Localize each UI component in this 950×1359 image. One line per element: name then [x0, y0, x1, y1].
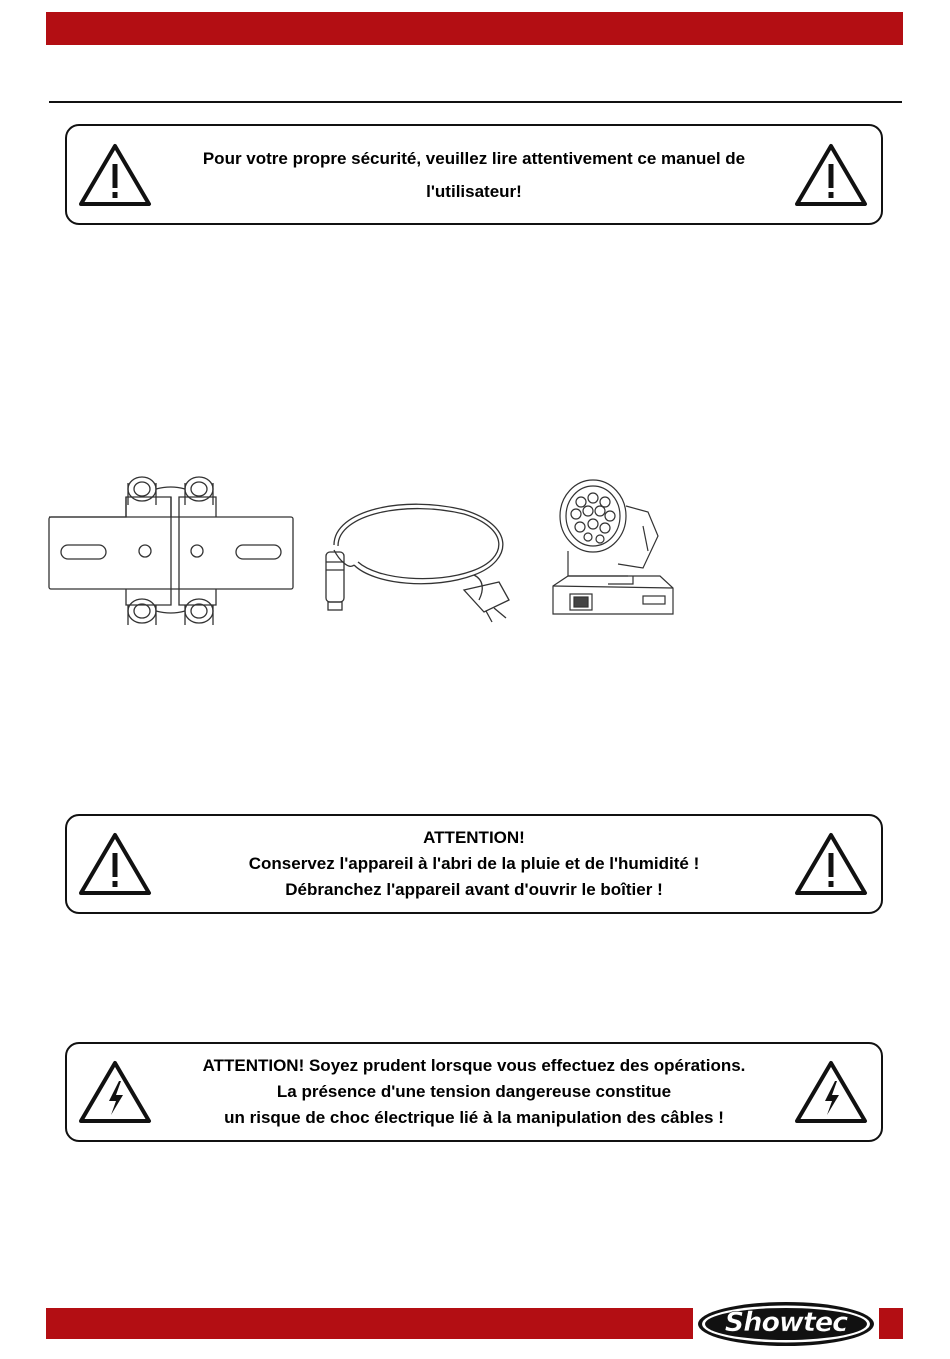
shock-warning-line-1: ATTENTION! Soyez prudent lorsque vous effectuez des opérations. — [202, 1056, 746, 1075]
safety-notice-line-1: Pour votre propre sécurité, veuillez lire attentivement ce manuel de — [202, 148, 746, 168]
omega-bracket-illustration — [46, 465, 296, 630]
logo-wordmark: Showtec — [724, 1307, 848, 1338]
high-voltage-triangle-icon — [793, 1059, 869, 1125]
moisture-warning-line-2: Débranchez l'appareil avant d'ouvrir le boîtier ! — [285, 880, 663, 899]
safety-notice-box — [65, 124, 883, 225]
moisture-warning-title: ATTENTION! — [423, 828, 525, 847]
exclamation-triangle-icon — [77, 831, 153, 897]
moisture-warning-line-1: Conservez l'appareil à l'abri de la pluie et de l'humidité ! — [248, 854, 700, 873]
exclamation-triangle-icon — [77, 142, 153, 208]
moving-head-illustration — [548, 476, 678, 626]
moisture-warning-box — [65, 814, 883, 914]
exclamation-triangle-icon — [793, 831, 869, 897]
header-bar — [46, 12, 903, 45]
high-voltage-triangle-icon — [77, 1059, 153, 1125]
exclamation-triangle-icon — [793, 142, 869, 208]
electric-shock-warning-box — [65, 1042, 883, 1142]
power-cable-illustration — [314, 490, 519, 625]
header-divider — [49, 101, 902, 103]
safety-notice-line-2: l'utilisateur! — [426, 181, 522, 201]
shock-warning-line-2: La présence d'une tension dangereuse constitue — [276, 1082, 672, 1101]
shock-warning-line-3: un risque de choc électrique lié à la manipulation des câbles ! — [224, 1108, 724, 1127]
showtec-logo — [693, 1298, 879, 1350]
